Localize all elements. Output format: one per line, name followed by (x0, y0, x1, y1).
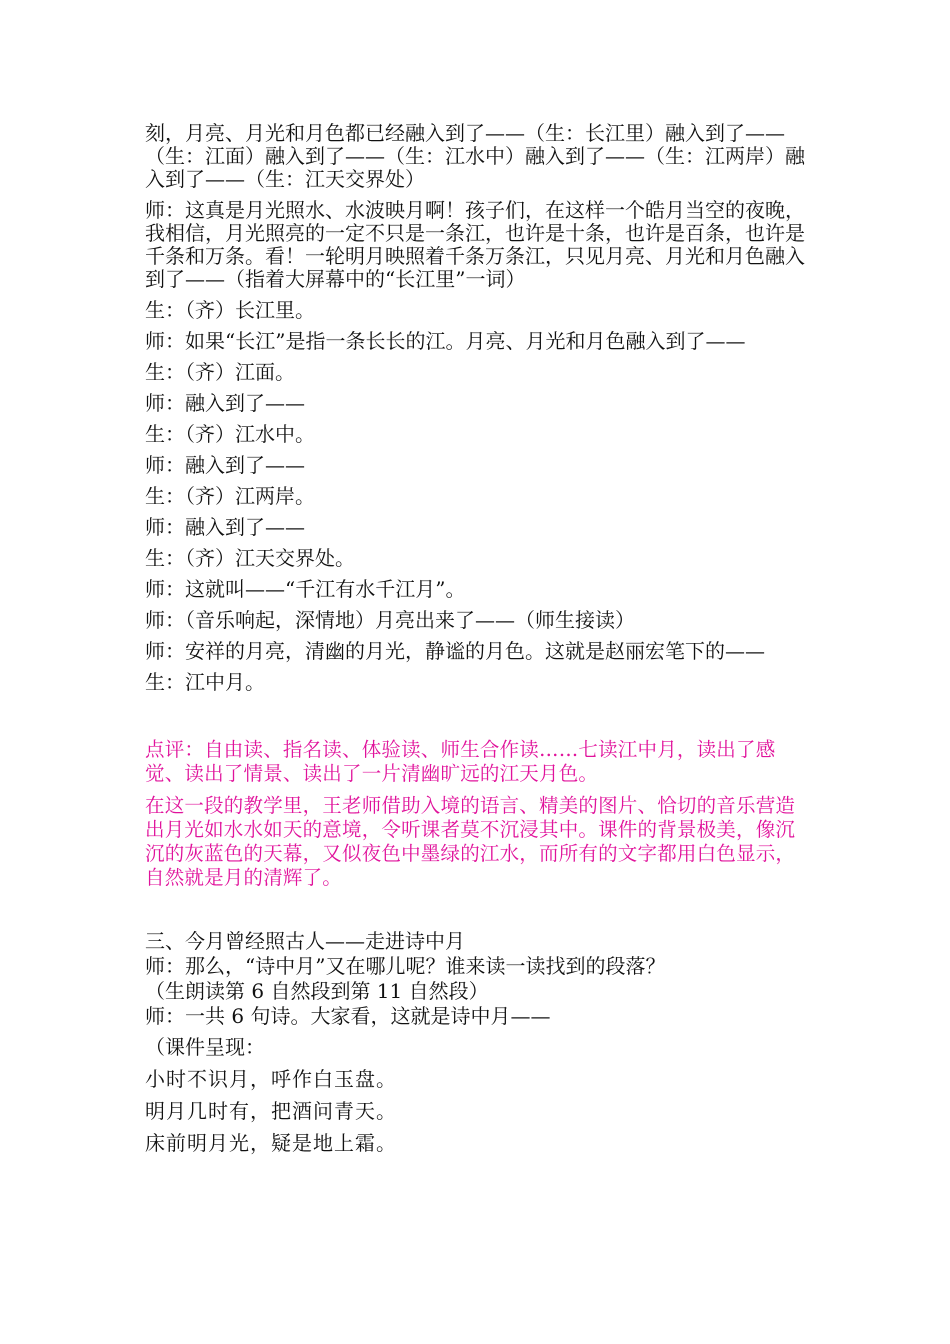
dialogue-line: 生：江中月。 (145, 670, 265, 694)
paragraph: 师：这真是月光照水、水波映月啊！孩子们，在这样一个皓月当空的夜晚，我相信，月光照亮的一定不只是一条江，也许是十条，也许是百条，也许是千条和万条。看！一轮明月映照着千条万条江，只见月亮、月光和月色融入到了——（指着大屏幕中的“长江里”一词） (145, 198, 805, 291)
dialogue-line: 师：融入到了—— (145, 453, 305, 477)
poem-line: 小时不识月，呼作白玉盘。 (145, 1067, 397, 1091)
dialogue-line: 师：这就叫——“千江有水千江月”。 (145, 577, 466, 601)
dialogue-line: 师：如果“长江”是指一条长长的江。月亮、月光和月色融入到了—— (145, 329, 746, 353)
dialogue-line: （课件呈现： (145, 1035, 265, 1059)
dialogue-line: 师：（音乐响起，深情地）月亮出来了——（师生接读） (145, 608, 635, 632)
poem-line: 床前明月光，疑是地上霜。 (145, 1131, 397, 1155)
poem-line: 明月几时有，把酒问青天。 (145, 1099, 397, 1123)
dialogue-line: 师：安祥的月亮，清幽的月光，静谧的月色。这就是赵丽宏笔下的—— (145, 639, 765, 663)
section-heading: 三、今月曾经照古人——走进诗中月 (145, 929, 465, 953)
dialogue-line: 生：（齐）江面。 (145, 360, 295, 384)
comment-paragraph: 点评：自由读、指名读、体验读、师生合作读……七读江中月，读出了感觉、读出了情景、读出了一片清幽旷远的江天月色。 (145, 738, 776, 785)
dialogue-line: 生：（齐）江天交界处。 (145, 546, 355, 570)
dialogue-line: 师：一共 6 句诗。大家看，这就是诗中月—— (145, 1004, 551, 1028)
dialogue-line: 生：（齐）江两岸。 (145, 484, 315, 508)
dialogue-line: 生：（齐）江水中。 (145, 422, 315, 446)
dialogue-line: 生：（齐）长江里。 (145, 298, 315, 322)
dialogue-line: 师：融入到了—— (145, 391, 305, 415)
dialogue-line: （生朗读第 6 自然段到第 11 自然段） (145, 979, 489, 1003)
comment-paragraph: 在这一段的教学里，王老师借助入境的语言、精美的图片、恰切的音乐营造出月光如水水如天的意境，令听课者莫不沉浸其中。课件的背景极美，像沉沉的灰蓝色的天幕，又似夜色中墨绿的江水，而所有的文字都用白色显示，自然就是月的清辉了。 (145, 794, 796, 889)
dialogue-line: 师：那么，“诗中月”又在哪儿呢？谁来读一读找到的段落？ (145, 954, 666, 978)
paragraph: 刻，月亮、月光和月色都已经融入到了——（生：长江里）融入到了——（生：江面）融入到了——（生：江水中）融入到了——（生：江两岸）融入到了——（生：江天交界处） (145, 121, 805, 191)
document-page (145, 122, 810, 1155)
dialogue-line: 师：融入到了—— (145, 515, 305, 539)
